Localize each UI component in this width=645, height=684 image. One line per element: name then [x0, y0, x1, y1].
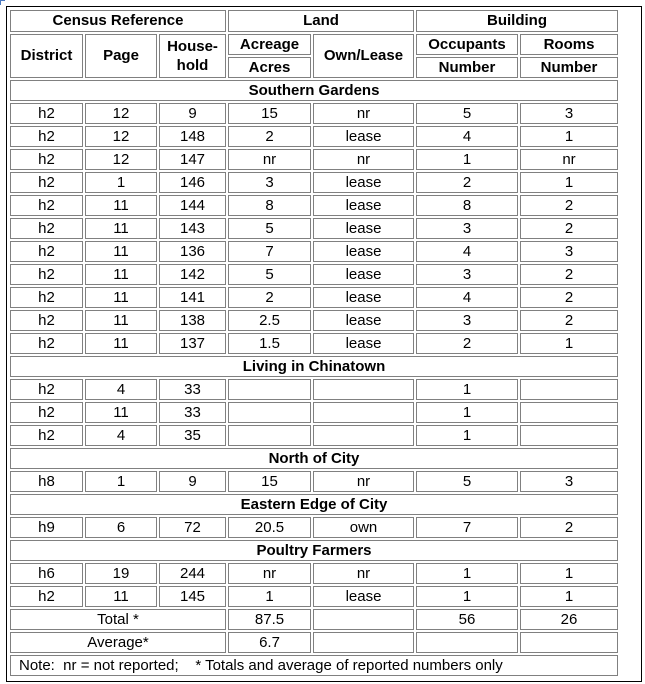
page-cell: 11 [85, 195, 157, 216]
own-lease-cell [313, 402, 414, 423]
occupants-cell: 1 [416, 379, 518, 400]
section-header-row [10, 494, 618, 515]
total-occupants: 56 [416, 609, 518, 630]
table-row [10, 310, 618, 331]
occupants-cell: 1 [416, 425, 518, 446]
own-lease-cell: lease [313, 586, 414, 607]
own-lease-cell: lease [313, 310, 414, 331]
page-cell: 11 [85, 264, 157, 285]
rooms-cell: 1 [520, 126, 618, 147]
table-row [10, 103, 618, 124]
average-rooms [520, 632, 618, 653]
column-header-row [10, 34, 618, 55]
occupants-header: Occupants [416, 34, 518, 55]
district-cell: h8 [10, 471, 83, 492]
household-cell: 72 [159, 517, 226, 538]
page-cell: 1 [85, 172, 157, 193]
acres-cell: 15 [228, 103, 311, 124]
census-reference-header: Census Reference [10, 10, 226, 32]
total-label: Total * [10, 609, 226, 630]
section-title: Living in Chinatown [10, 356, 618, 377]
household-cell: 143 [159, 218, 226, 239]
page-cell: 11 [85, 402, 157, 423]
table-row [10, 379, 618, 400]
acres-cell: 1 [228, 586, 311, 607]
table-row [10, 172, 618, 193]
rooms-cell: 2 [520, 310, 618, 331]
occupants-cell: 3 [416, 264, 518, 285]
household-cell: 148 [159, 126, 226, 147]
acres-cell: 5 [228, 218, 311, 239]
occupants-cell: 1 [416, 402, 518, 423]
note-row [10, 655, 618, 676]
district-cell: h2 [10, 241, 83, 262]
rooms-cell: 2 [520, 195, 618, 216]
table-row [10, 126, 618, 147]
own-lease-cell: lease [313, 172, 414, 193]
page-header: Page [85, 34, 157, 78]
rooms-cell: 1 [520, 563, 618, 584]
district-cell: h9 [10, 517, 83, 538]
page-cell: 19 [85, 563, 157, 584]
occupants-cell: 3 [416, 218, 518, 239]
own-lease-cell: nr [313, 563, 414, 584]
household-cell: 33 [159, 402, 226, 423]
rooms-cell: 1 [520, 172, 618, 193]
rooms-cell: 2 [520, 218, 618, 239]
group-header-row [10, 10, 618, 32]
rooms-cell [520, 425, 618, 446]
district-cell: h2 [10, 586, 83, 607]
page-cell: 11 [85, 287, 157, 308]
household-cell: 9 [159, 471, 226, 492]
page-cell: 4 [85, 425, 157, 446]
occupants-cell: 8 [416, 195, 518, 216]
district-cell: h2 [10, 218, 83, 239]
district-cell: h2 [10, 379, 83, 400]
acres-cell: 7 [228, 241, 311, 262]
occupants-cell: 1 [416, 586, 518, 607]
table-row [10, 264, 618, 285]
household-cell: 144 [159, 195, 226, 216]
page-cell: 12 [85, 149, 157, 170]
district-cell: h6 [10, 563, 83, 584]
household-cell: 146 [159, 172, 226, 193]
section-header-row [10, 448, 618, 469]
acreage-header: Acreage [228, 34, 311, 55]
district-header: District [10, 34, 83, 78]
acres-cell: 20.5 [228, 517, 311, 538]
rooms-cell: nr [520, 149, 618, 170]
section-header-row [10, 540, 618, 561]
table-row [10, 517, 618, 538]
own-lease-cell [313, 425, 414, 446]
district-cell: h2 [10, 402, 83, 423]
section-title: Poultry Farmers [10, 540, 618, 561]
average-label: Average* [10, 632, 226, 653]
table-row [10, 195, 618, 216]
household-cell: 145 [159, 586, 226, 607]
acres-cell: 2 [228, 287, 311, 308]
census-table-frame [6, 6, 642, 682]
household-cell: 138 [159, 310, 226, 331]
own-lease-cell: lease [313, 264, 414, 285]
occupants-unit-header: Number [416, 57, 518, 78]
rooms-cell: 1 [520, 586, 618, 607]
section-title: Southern Gardens [10, 80, 618, 101]
rooms-cell: 2 [520, 287, 618, 308]
table-row [10, 241, 618, 262]
rooms-header: Rooms [520, 34, 618, 55]
page-cell: 11 [85, 310, 157, 331]
rooms-cell: 3 [520, 103, 618, 124]
district-cell: h2 [10, 126, 83, 147]
section-title: Eastern Edge of City [10, 494, 618, 515]
acres-cell: 8 [228, 195, 311, 216]
occupants-cell: 2 [416, 172, 518, 193]
own-lease-cell: lease [313, 218, 414, 239]
occupants-cell: 4 [416, 287, 518, 308]
total-row [10, 609, 618, 630]
district-cell: h2 [10, 195, 83, 216]
acres-cell: 3 [228, 172, 311, 193]
household-cell: 141 [159, 287, 226, 308]
page-cell: 6 [85, 517, 157, 538]
page-cell: 12 [85, 126, 157, 147]
average-row [10, 632, 618, 653]
household-cell: 142 [159, 264, 226, 285]
acres-cell [228, 379, 311, 400]
page-cell: 4 [85, 379, 157, 400]
household-header [159, 34, 226, 78]
district-cell: h2 [10, 425, 83, 446]
average-own-lease [313, 632, 414, 653]
table-row [10, 149, 618, 170]
building-header: Building [416, 10, 618, 32]
occupants-cell: 7 [416, 517, 518, 538]
page-cell: 11 [85, 241, 157, 262]
acreage-unit-header: Acres [228, 57, 311, 78]
own-lease-cell: lease [313, 241, 414, 262]
household-cell: 35 [159, 425, 226, 446]
occupants-cell: 5 [416, 103, 518, 124]
district-cell: h2 [10, 310, 83, 331]
household-cell: 136 [159, 241, 226, 262]
table-row [10, 333, 618, 354]
acres-cell: nr [228, 149, 311, 170]
page-cell: 11 [85, 218, 157, 239]
occupants-cell: 3 [416, 310, 518, 331]
table-row [10, 586, 618, 607]
occupants-cell: 1 [416, 149, 518, 170]
rooms-cell: 2 [520, 517, 618, 538]
rooms-cell [520, 402, 618, 423]
census-table [8, 8, 620, 678]
total-own-lease [313, 609, 414, 630]
district-cell: h2 [10, 149, 83, 170]
acres-cell: 15 [228, 471, 311, 492]
household-cell: 9 [159, 103, 226, 124]
section-header-row [10, 356, 618, 377]
total-acres: 87.5 [228, 609, 311, 630]
rooms-cell [520, 379, 618, 400]
household-cell: 137 [159, 333, 226, 354]
own-lease-cell [313, 379, 414, 400]
household-cell: 244 [159, 563, 226, 584]
rooms-cell: 2 [520, 264, 618, 285]
occupants-cell: 1 [416, 563, 518, 584]
district-cell: h2 [10, 264, 83, 285]
average-occupants [416, 632, 518, 653]
household-cell: 147 [159, 149, 226, 170]
district-cell: h2 [10, 287, 83, 308]
rooms-cell: 3 [520, 241, 618, 262]
acres-cell: 1.5 [228, 333, 311, 354]
district-cell: h2 [10, 172, 83, 193]
acres-cell [228, 402, 311, 423]
page-cell: 11 [85, 586, 157, 607]
acres-cell: nr [228, 563, 311, 584]
occupants-cell: 4 [416, 241, 518, 262]
own-lease-cell: nr [313, 471, 414, 492]
acres-cell [228, 425, 311, 446]
rooms-cell: 3 [520, 471, 618, 492]
page-cell: 1 [85, 471, 157, 492]
own-lease-cell: lease [313, 195, 414, 216]
page-cell: 12 [85, 103, 157, 124]
total-rooms: 26 [520, 609, 618, 630]
acres-cell: 2.5 [228, 310, 311, 331]
household-header-text: House- hold [167, 38, 218, 74]
own-lease-cell: lease [313, 126, 414, 147]
district-cell: h2 [10, 333, 83, 354]
table-row [10, 287, 618, 308]
own-lease-cell: lease [313, 287, 414, 308]
section-header-row [10, 80, 618, 101]
land-header: Land [228, 10, 414, 32]
average-acres: 6.7 [228, 632, 311, 653]
occupants-cell: 2 [416, 333, 518, 354]
table-row [10, 402, 618, 423]
acres-cell: 5 [228, 264, 311, 285]
section-title: North of City [10, 448, 618, 469]
own-lease-header: Own/Lease [313, 34, 414, 78]
own-lease-cell: own [313, 517, 414, 538]
household-cell: 33 [159, 379, 226, 400]
page-cell: 11 [85, 333, 157, 354]
own-lease-cell: nr [313, 103, 414, 124]
rooms-cell: 1 [520, 333, 618, 354]
own-lease-cell: nr [313, 149, 414, 170]
footnote: Note: nr = not reported; * Totals and average of reported numbers only [10, 655, 618, 676]
occupants-cell: 4 [416, 126, 518, 147]
rooms-unit-header: Number [520, 57, 618, 78]
own-lease-cell: lease [313, 333, 414, 354]
table-row [10, 471, 618, 492]
occupants-cell: 5 [416, 471, 518, 492]
table-row [10, 218, 618, 239]
table-row [10, 425, 618, 446]
district-cell: h2 [10, 103, 83, 124]
table-row [10, 563, 618, 584]
acres-cell: 2 [228, 126, 311, 147]
